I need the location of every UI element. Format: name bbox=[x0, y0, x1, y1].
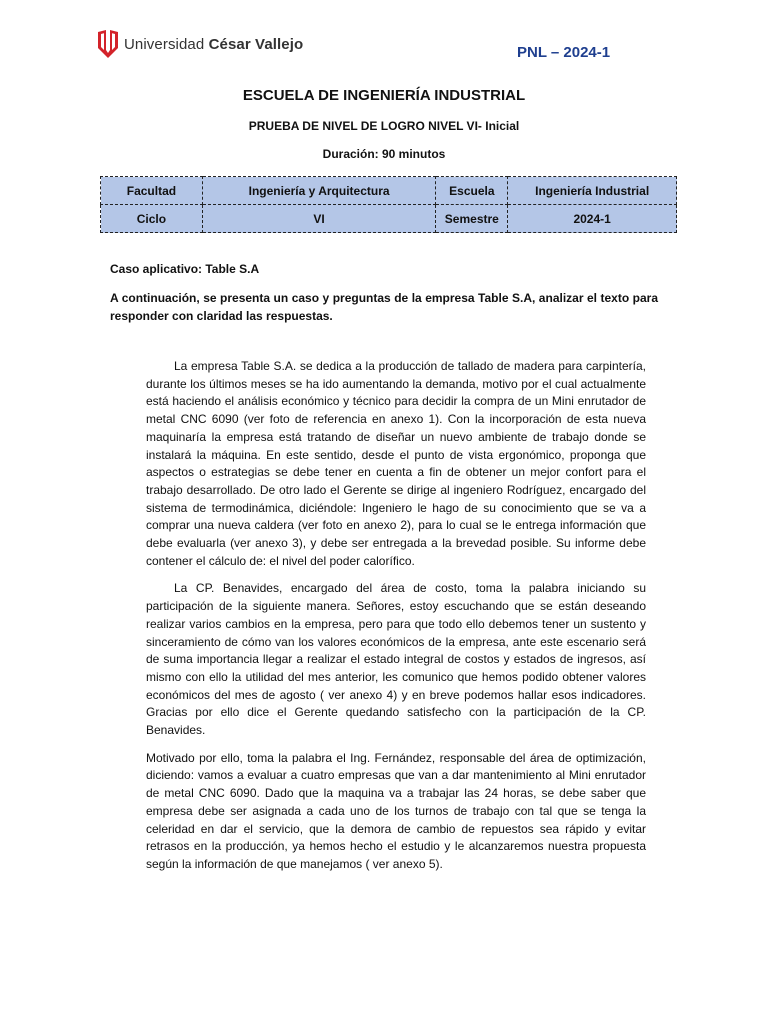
logo-text-regular: Universidad bbox=[124, 35, 205, 53]
table-row bbox=[101, 205, 677, 233]
table-cell-value: VI bbox=[202, 205, 436, 233]
university-logo bbox=[97, 30, 303, 58]
table-cell-value: Ingeniería y Arquitectura bbox=[202, 177, 436, 205]
school-title: ESCUELA DE INGENIERÍA INDUSTRIAL bbox=[242, 87, 526, 104]
table-cell-value: Ingeniería Industrial bbox=[508, 177, 677, 205]
paragraph-1: La empresa Table S.A. se dedica a la producción de tallado de madera para carpintería, durante los últimos meses se ha ido aumentando la demanda, motivo por el cual actualmente está haciendo el análisis económico y técnico para decidir la compra de un Mini enrutador de metal CNC 6090 (ver foto de referencia en anexo 1). Con la incorporación de esta nueva maquinaría la empresa está tratando de diseñar un nuevo ambiente de trabajo donde se instalará la máquina. En este sentido, desde el punto de vista ergonómico, proponga que aspectos o estrategias se debe tener en cuenta a fin de obtener un mejor confort para el trabajo desarrollado. De otro lado el Gerente se dirige al ingeniero Rodríguez, encargado del sistema de termodinámica, diciéndole: Ingeniero le hago de su conocimiento que se va a comprar una nueva caldera (ver foto en anexo 2), para lo cual se le entrega información que debe evaluarla (ver anexo 3), y debe ser entregada a la brevedad posible. Su informe debe contener el cálculo de: el nivel del poder calorífico. bbox=[146, 359, 646, 568]
table-cell-label: Semestre bbox=[436, 205, 508, 233]
logo-text-bold: César Vallejo bbox=[208, 35, 304, 53]
case-body bbox=[146, 358, 646, 884]
university-shield-icon bbox=[97, 30, 119, 58]
table-cell-label: Escuela bbox=[436, 177, 508, 205]
case-title: Caso aplicativo: Table S.A bbox=[110, 262, 260, 276]
university-name bbox=[124, 36, 303, 53]
table-row bbox=[101, 177, 677, 205]
exam-title: PRUEBA DE NIVEL DE LOGRO NIVEL VI- Inicial bbox=[248, 119, 520, 133]
info-table bbox=[100, 176, 677, 233]
table-cell-label: Ciclo bbox=[101, 205, 203, 233]
paragraph-3: Motivado por ello, toma la palabra el Ing. Fernández, responsable del área de optimización, diciendo: vamos a evaluar a cuatro empresas que van a dar mantenimiento al Mini enrutador de metal CNC 6090. Dado que la maquina va a trabajar las 24 horas, se debe saber que empresa debe ser asignada a cada uno de los turnos de trabajo con tal que se tenga la celeridad en dar el servicio, que la demora de cambio de repuestos sea rápido y evitar retrasos en la producción, ya hemos hecho el estudio y le alcanzaremos nuestra propuesta según la información de que manejamos ( ver anexo 5). bbox=[146, 750, 646, 871]
exam-duration: Duración: 90 minutos bbox=[322, 147, 446, 161]
exam-code: PNL – 2024-1 bbox=[517, 44, 611, 61]
paragraph-2: La CP. Benavides, encargado del área de costo, toma la palabra iniciando su participación de la siguiente manera. Señores, estoy escuchando que se están deseando realizar varios cambios en la empresa, pero para que todo ello debemos tener un sustento y sinceramiento de cómo van los valores económicos de la empresa, ante este escenario será de suma importancia llegar a realizar el estado integral de costos y estados de ingresos, así mismo con ello la utilidad del mes anterior, les comunico que hemos podido obtener valores económicos del mes de agosto ( ver anexo 4) y en breve podemos hallar esos indicadores. Gracias por ello dice el Gerente quedando satisfecho con la participación de la CP. Benavides. bbox=[146, 581, 646, 738]
table-cell-label: Facultad bbox=[101, 177, 203, 205]
case-intro: A continuación, se presenta un caso y preguntas de la empresa Table S.A, analizar el texto para responder con claridad las respuestas. bbox=[110, 291, 658, 323]
table-cell-value: 2024-1 bbox=[508, 205, 677, 233]
